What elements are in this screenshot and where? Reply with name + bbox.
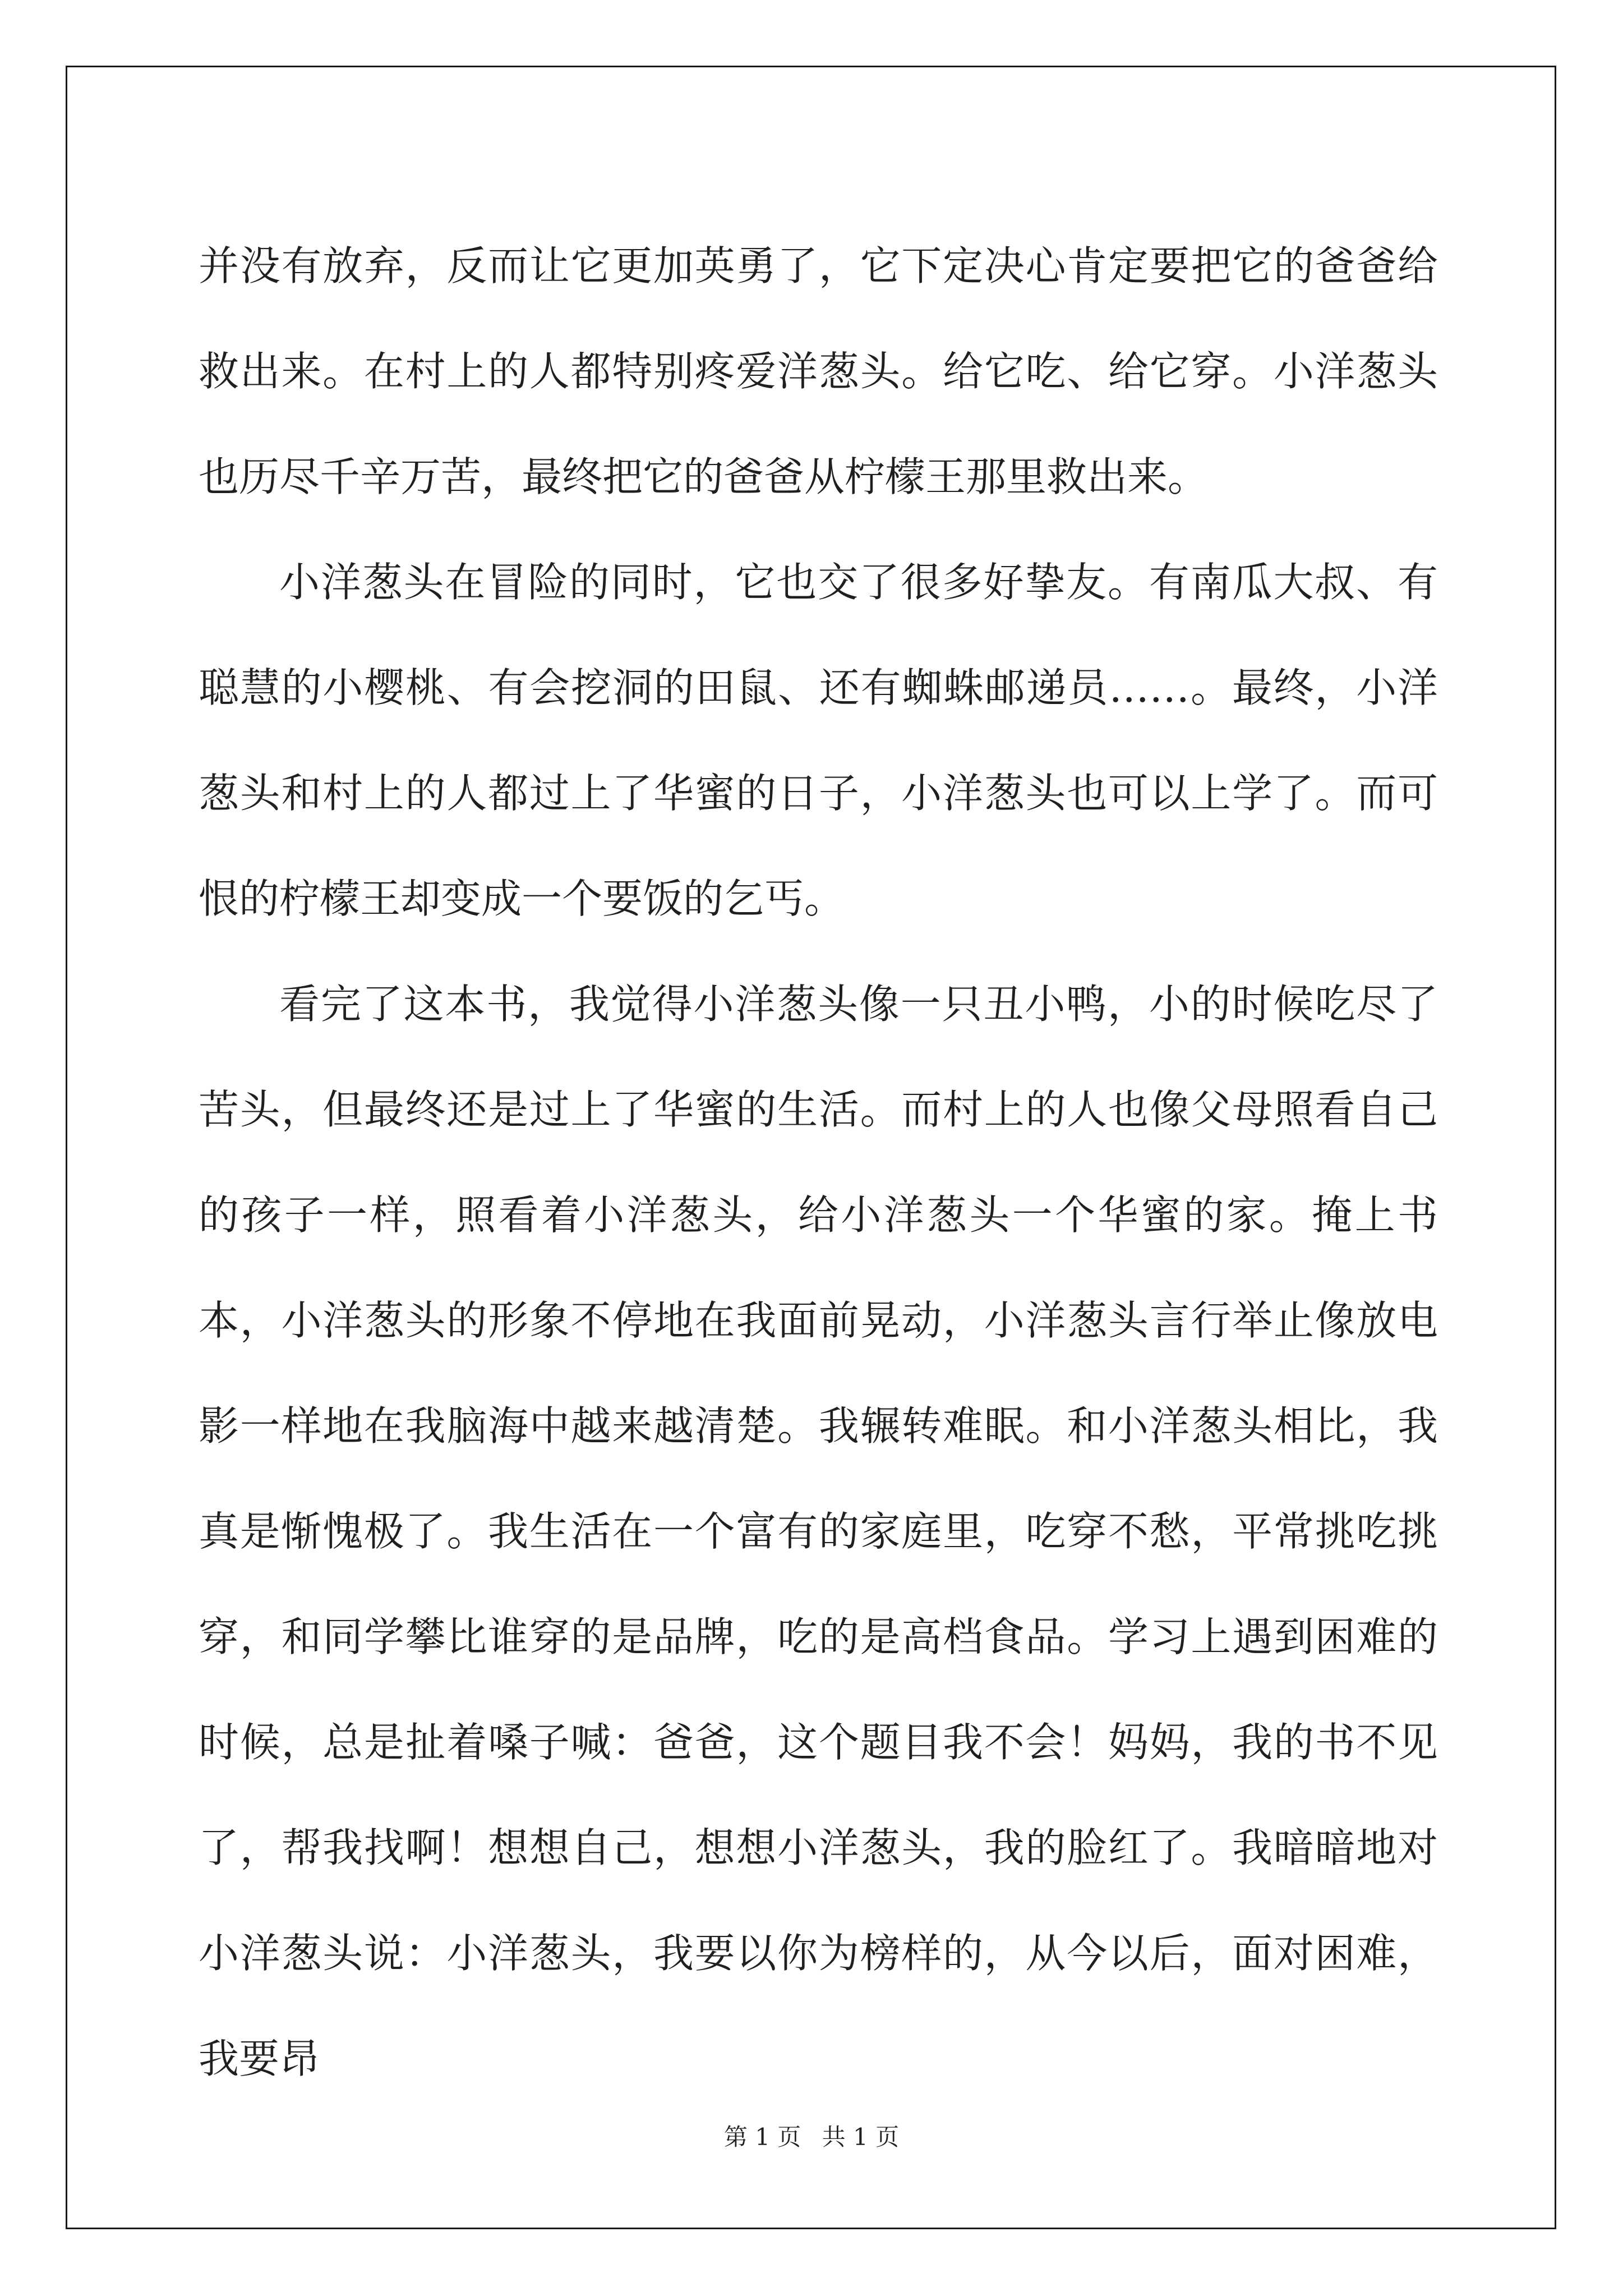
paragraph-3: 看完了这本书，我觉得小洋葱头像一只丑小鸭，小的时候吃尽了苦头，但最终还是过上了华蜜的生活。而村上的人也像父母照看自己的孩子一样，照看着小洋葱头，给小洋葱头一个华蜜的家。掩上书本，小洋葱头的形象不停地在我面前晃动，小洋葱头言行举止像放电影一样地在我脑海中越来越清楚。我辗转难眠。和小洋葱头相比，我真是惭愧极了。我生活在一个富有的家庭里，吃穿不愁，平常挑吃挑穿，和同学攀比谁穿的是品牌，吃的是高档食品。学习上遇到困难的时候，总是扯着嗓子喊：爸爸，这个题目我不会！妈妈，我的书不见了，帮我找啊！想想自己，想想小洋葱头，我的脸红了。我暗暗地对小洋葱头说：小洋葱头，我要以你为榜样的，从今以后，面对困难，我要昂 [199, 981, 1438, 2082]
paragraph-1: 并没有放弃，反而让它更加英勇了，它下定决心肯定要把它的爸爸给救出来。在村上的人都特别疼爱洋葱头。给它吃、给它穿。小洋葱头也历尽千辛万苦，最终把它的爸爸从柠檬王那里救出来。 [199, 242, 1438, 500]
paragraph-2: 小洋葱头在冒险的同时，它也交了很多好挚友。有南瓜大叔、有聪慧的小樱桃、有会挖洞的田鼠、还有蜘蛛邮递员……。最终，小洋葱头和村上的人都过上了华蜜的日子，小洋葱头也可以上学了。而可恨的柠檬王却变成一个要饭的乞丐。 [199, 559, 1438, 922]
page-number: 第 1 页 [723, 2123, 801, 2151]
page-total: 共 1 页 [822, 2123, 900, 2151]
page-footer [0, 2119, 1623, 2152]
document-body [199, 213, 1438, 2111]
